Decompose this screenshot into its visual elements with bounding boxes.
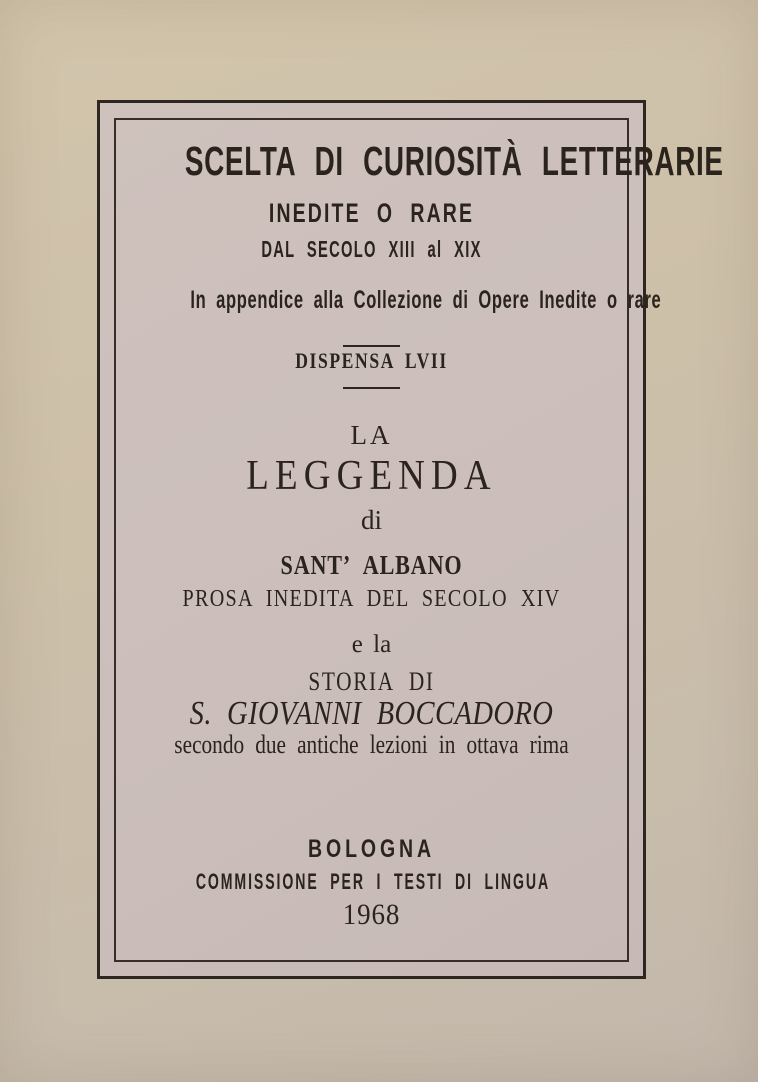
series-title: SCELTA DI CURIOSITÀ LETTERARIE bbox=[184, 138, 724, 184]
subject-note: PROSA INEDITA DEL SECOLO XIV bbox=[182, 586, 561, 612]
and-connector: e la bbox=[351, 631, 392, 658]
imprint-city: BOLOGNA bbox=[308, 835, 435, 863]
main-title: LEGGENDA bbox=[246, 453, 497, 499]
title-connector: di bbox=[360, 505, 382, 535]
imprint-publisher: COMMISSIONE PER I TESTI DI LINGUA bbox=[195, 869, 551, 894]
subject-title: SANT’ ALBANO bbox=[280, 550, 463, 580]
divider-rule-bottom bbox=[343, 387, 400, 389]
second-work-intro: STORIA DI bbox=[308, 667, 435, 696]
series-range: DAL SECOLO XIII al XIX bbox=[261, 236, 482, 262]
title-article: LA bbox=[350, 420, 393, 450]
imprint-year: 1968 bbox=[342, 898, 401, 931]
second-work-title: S. GIOVANNI BOCCADORO bbox=[189, 695, 554, 732]
series-subtitle: INEDITE O RARE bbox=[268, 198, 475, 228]
second-work-note: secondo due antiche lezioni in ottava rima bbox=[174, 730, 569, 759]
divider-rule-top bbox=[343, 345, 400, 347]
issue-label: DISPENSA LVII bbox=[295, 348, 448, 373]
appendix-note: In appendice alla Collezione di Opere Inedite o rare bbox=[190, 286, 662, 314]
